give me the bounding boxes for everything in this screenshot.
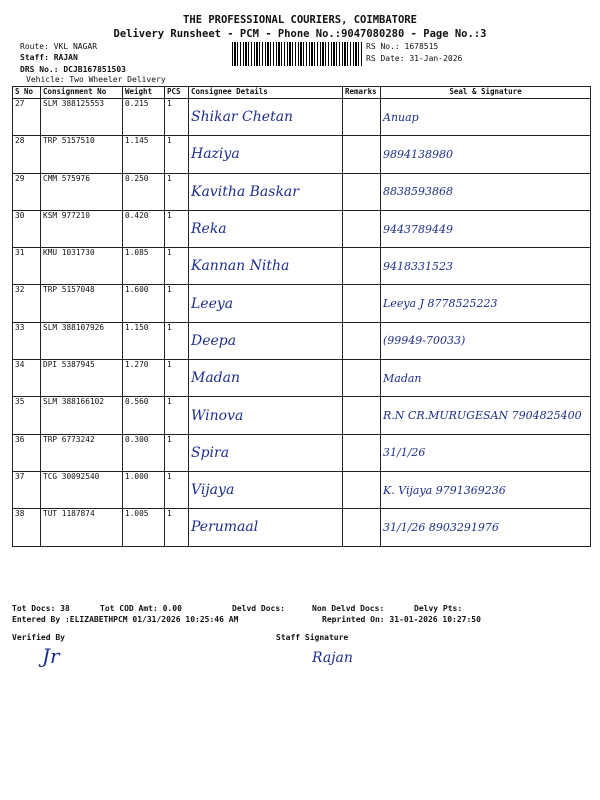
table-row bbox=[13, 285, 591, 322]
table-row bbox=[13, 210, 591, 247]
row-seal-signature: 8838593868 bbox=[381, 173, 591, 210]
row-weight: 0.560 bbox=[123, 397, 165, 434]
row-sno: 27 bbox=[13, 99, 41, 136]
row-weight: 1.000 bbox=[123, 471, 165, 508]
non-delivered-docs: Non Delvd Docs: bbox=[312, 604, 385, 613]
row-remarks bbox=[343, 509, 381, 546]
row-consignment-no: SLM 388166102 bbox=[41, 397, 123, 434]
row-consignment-no: TUT 1187874 bbox=[41, 509, 123, 546]
runsheet-subtitle: Delivery Runsheet - PCM - Phone No.:9047080280 - Page No.:3 bbox=[113, 28, 487, 40]
company-title: THE PROFESSIONAL COURIERS, COIMBATORE bbox=[183, 14, 417, 26]
table-row bbox=[13, 471, 591, 508]
staff-signature: Rajan bbox=[312, 650, 353, 666]
table-row bbox=[13, 99, 591, 136]
row-pcs: 1 bbox=[165, 471, 189, 508]
row-consignee: Kavitha Baskar bbox=[189, 173, 343, 210]
staff-signature-label: Staff Signature bbox=[276, 633, 349, 642]
row-weight: 1.270 bbox=[123, 360, 165, 397]
rs-number: RS No.: 1678515 bbox=[366, 42, 439, 51]
row-weight: 0.420 bbox=[123, 210, 165, 247]
row-consignee: Leeya bbox=[189, 285, 343, 322]
row-pcs: 1 bbox=[165, 136, 189, 173]
verified-signature: Jr bbox=[42, 644, 60, 668]
vehicle-label: Vehicle: Two Wheeler Delivery bbox=[26, 75, 166, 84]
row-sno: 35 bbox=[13, 397, 41, 434]
row-seal-signature: 9894138980 bbox=[381, 136, 591, 173]
row-seal-signature: Madan bbox=[381, 360, 591, 397]
row-sno: 31 bbox=[13, 248, 41, 285]
row-pcs: 1 bbox=[165, 248, 189, 285]
row-sno: 37 bbox=[13, 471, 41, 508]
table-row bbox=[13, 509, 591, 546]
row-pcs: 1 bbox=[165, 173, 189, 210]
row-consignment-no: KSM 977210 bbox=[41, 210, 123, 247]
row-seal-signature: 9418331523 bbox=[381, 248, 591, 285]
row-consignment-no: TRP 5157510 bbox=[41, 136, 123, 173]
row-consignee: Deepa bbox=[189, 322, 343, 359]
col-sno: S No bbox=[13, 87, 41, 99]
row-pcs: 1 bbox=[165, 509, 189, 546]
barcode bbox=[232, 42, 362, 66]
row-weight: 1.600 bbox=[123, 285, 165, 322]
row-consignment-no: CMM 575976 bbox=[41, 173, 123, 210]
row-sno: 30 bbox=[13, 210, 41, 247]
table-row bbox=[13, 248, 591, 285]
runsheet-table bbox=[12, 86, 591, 547]
col-weight: Weight bbox=[123, 87, 165, 99]
row-consignee: Shikar Chetan bbox=[189, 99, 343, 136]
row-consignment-no: SLM 388107926 bbox=[41, 322, 123, 359]
row-pcs: 1 bbox=[165, 99, 189, 136]
row-pcs: 1 bbox=[165, 210, 189, 247]
rs-date: RS Date: 31-Jan-2026 bbox=[366, 54, 463, 63]
row-consignment-no: DPI 5387945 bbox=[41, 360, 123, 397]
table-row bbox=[13, 434, 591, 471]
row-consignee: Perumaal bbox=[189, 509, 343, 546]
row-weight: 1.150 bbox=[123, 322, 165, 359]
row-remarks bbox=[343, 471, 381, 508]
col-remarks: Remarks bbox=[343, 87, 381, 99]
table-row bbox=[13, 173, 591, 210]
row-seal-signature: K. Vijaya 9791369236 bbox=[381, 471, 591, 508]
row-remarks bbox=[343, 210, 381, 247]
col-pcs: PCS bbox=[165, 87, 189, 99]
row-consignee: Kannan Nitha bbox=[189, 248, 343, 285]
row-sno: 29 bbox=[13, 173, 41, 210]
row-sno: 34 bbox=[13, 360, 41, 397]
row-sno: 33 bbox=[13, 322, 41, 359]
row-sno: 28 bbox=[13, 136, 41, 173]
row-remarks bbox=[343, 248, 381, 285]
staff-label: Staff: RAJAN bbox=[20, 53, 78, 62]
row-remarks bbox=[343, 136, 381, 173]
row-consignee: Winova bbox=[189, 397, 343, 434]
row-pcs: 1 bbox=[165, 285, 189, 322]
row-pcs: 1 bbox=[165, 322, 189, 359]
row-sno: 32 bbox=[13, 285, 41, 322]
row-consignment-no: SLM 388125553 bbox=[41, 99, 123, 136]
total-cod: Tot COD Amt: 0.00 bbox=[100, 604, 182, 613]
table-row bbox=[13, 322, 591, 359]
col-seal: Seal & Signature bbox=[381, 87, 591, 99]
row-remarks bbox=[343, 397, 381, 434]
row-consignee: Reka bbox=[189, 210, 343, 247]
table-row bbox=[13, 136, 591, 173]
route-label: Route: VKL NAGAR bbox=[20, 42, 98, 51]
row-remarks bbox=[343, 434, 381, 471]
entered-by: Entered By :ELIZABETHPCM 01/31/2026 10:25:46 AM bbox=[12, 615, 239, 624]
row-seal-signature: 9443789449 bbox=[381, 210, 591, 247]
row-remarks bbox=[343, 173, 381, 210]
row-consignee: Vijaya bbox=[189, 471, 343, 508]
row-consignment-no: TRP 6773242 bbox=[41, 434, 123, 471]
row-remarks bbox=[343, 285, 381, 322]
row-sno: 36 bbox=[13, 434, 41, 471]
row-seal-signature: R.N CR.MURUGESAN 7904825400 bbox=[381, 397, 591, 434]
row-seal-signature: 31/1/26 8903291976 bbox=[381, 509, 591, 546]
row-consignee: Spira bbox=[189, 434, 343, 471]
row-remarks bbox=[343, 99, 381, 136]
verified-by-label: Verified By bbox=[12, 633, 65, 642]
drs-label: DRS No.: DCJB167851503 bbox=[20, 65, 126, 74]
row-weight: 1.145 bbox=[123, 136, 165, 173]
row-consignee: Haziya bbox=[189, 136, 343, 173]
row-pcs: 1 bbox=[165, 397, 189, 434]
table-header-row bbox=[13, 87, 591, 99]
delivery-points: Delvy Pts: bbox=[414, 604, 463, 613]
row-seal-signature: Leeya J 8778525223 bbox=[381, 285, 591, 322]
row-consignment-no: TCG 30092540 bbox=[41, 471, 123, 508]
row-weight: 0.215 bbox=[123, 99, 165, 136]
row-pcs: 1 bbox=[165, 360, 189, 397]
reprinted-on: Reprinted On: 31-01-2026 10:27:50 bbox=[322, 615, 481, 624]
row-sno: 38 bbox=[13, 509, 41, 546]
row-weight: 1.085 bbox=[123, 248, 165, 285]
row-seal-signature: (99949-70033) bbox=[381, 322, 591, 359]
row-seal-signature: Anuap bbox=[381, 99, 591, 136]
row-consignment-no: TRP 5157048 bbox=[41, 285, 123, 322]
row-consignee: Madan bbox=[189, 360, 343, 397]
row-weight: 1.005 bbox=[123, 509, 165, 546]
col-consignment: Consignment No bbox=[41, 87, 123, 99]
row-weight: 0.250 bbox=[123, 173, 165, 210]
row-remarks bbox=[343, 322, 381, 359]
row-seal-signature: 31/1/26 bbox=[381, 434, 591, 471]
row-consignment-no: KMU 1031730 bbox=[41, 248, 123, 285]
table-row bbox=[13, 397, 591, 434]
col-consignee: Consignee Details bbox=[189, 87, 343, 99]
total-docs: Tot Docs: 38 bbox=[12, 604, 70, 613]
row-weight: 0.300 bbox=[123, 434, 165, 471]
row-pcs: 1 bbox=[165, 434, 189, 471]
row-remarks bbox=[343, 360, 381, 397]
table-row bbox=[13, 360, 591, 397]
delivered-docs: Delvd Docs: bbox=[232, 604, 285, 613]
